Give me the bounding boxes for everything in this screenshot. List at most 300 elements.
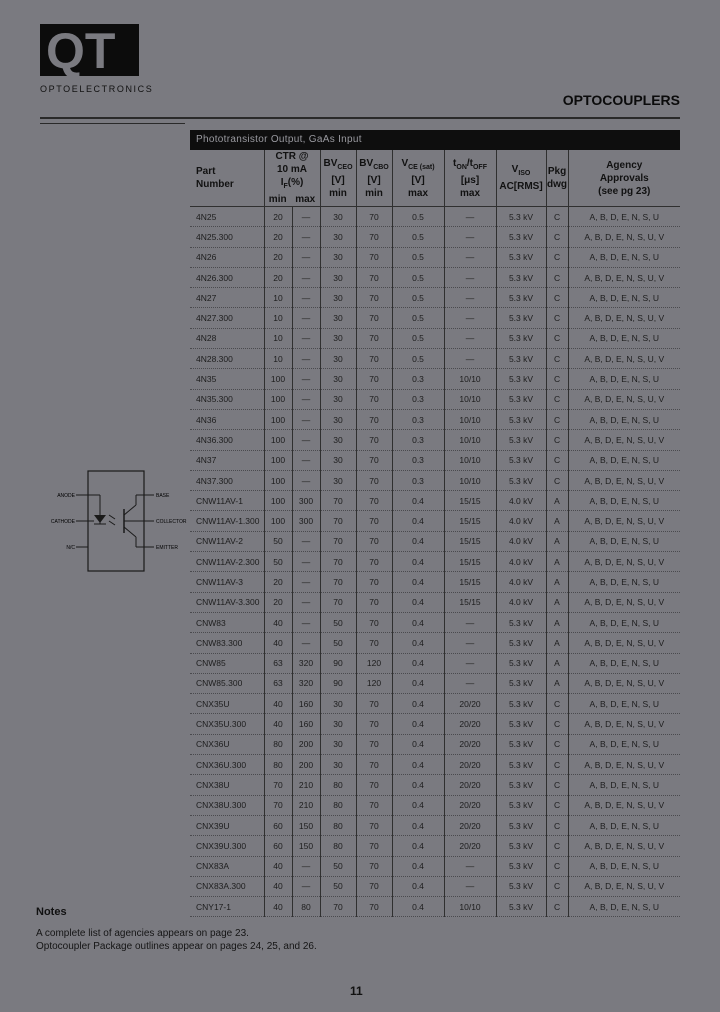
cell-vce-sat: 0.3 bbox=[392, 409, 444, 429]
cell-ctr-max: — bbox=[292, 227, 320, 247]
table-row bbox=[190, 775, 680, 795]
table-row bbox=[190, 409, 680, 429]
cell-agency: A, B, D, E, N, S, U bbox=[568, 409, 680, 429]
cell-ton-toff: 20/20 bbox=[444, 775, 496, 795]
cell-ctr-min: 80 bbox=[264, 734, 292, 754]
cell-ton-toff: 15/15 bbox=[444, 572, 496, 592]
table-row bbox=[190, 572, 680, 592]
cell-vce-sat: 0.4 bbox=[392, 734, 444, 754]
cell-ton-toff: 15/15 bbox=[444, 511, 496, 531]
cell-ctr-min: 40 bbox=[264, 694, 292, 714]
cell-bvcbo: 70 bbox=[356, 369, 392, 389]
cell-bvcbo: 70 bbox=[356, 511, 392, 531]
cell-bvceo: 30 bbox=[320, 389, 356, 409]
table-row bbox=[190, 511, 680, 531]
cell-viso: 5.3 kV bbox=[496, 734, 546, 754]
cell-part-number: CNW11AV-2.300 bbox=[190, 552, 264, 572]
cell-ctr-max: 200 bbox=[292, 755, 320, 775]
header-ton-title bbox=[445, 157, 496, 174]
cell-viso: 5.3 kV bbox=[496, 207, 546, 227]
cell-vce-sat: 0.4 bbox=[392, 552, 444, 572]
cell-ctr-max: — bbox=[292, 288, 320, 308]
cell-bvceo: 30 bbox=[320, 430, 356, 450]
cell-part-number: 4N36 bbox=[190, 409, 264, 429]
table-row bbox=[190, 288, 680, 308]
cell-agency: A, B, D, E, N, S, U bbox=[568, 694, 680, 714]
cell-ctr-max: — bbox=[292, 247, 320, 267]
cell-bvcbo: 70 bbox=[356, 755, 392, 775]
cell-viso: 5.3 kV bbox=[496, 653, 546, 673]
cell-ton-toff: — bbox=[444, 207, 496, 227]
cell-ctr-min: 10 bbox=[264, 328, 292, 348]
cell-ton-toff: 20/20 bbox=[444, 734, 496, 754]
spec-table-container bbox=[190, 130, 680, 917]
cell-ton-toff: — bbox=[444, 288, 496, 308]
table-row bbox=[190, 430, 680, 450]
cell-bvceo: 80 bbox=[320, 836, 356, 856]
cell-part-number: 4N37 bbox=[190, 450, 264, 470]
pin-anode-label: ANODE bbox=[57, 493, 75, 499]
cell-ctr-max: — bbox=[292, 856, 320, 876]
cell-viso: 5.3 kV bbox=[496, 897, 546, 917]
cell-agency: A, B, D, E, N, S, U bbox=[568, 897, 680, 917]
pinout-diagram bbox=[50, 467, 190, 577]
cell-ctr-max: — bbox=[292, 450, 320, 470]
cell-agency: A, B, D, E, N, S, U bbox=[568, 328, 680, 348]
cell-vce-sat: 0.4 bbox=[392, 633, 444, 653]
header-part-number bbox=[190, 150, 264, 207]
cell-ctr-max: — bbox=[292, 267, 320, 287]
table-row bbox=[190, 531, 680, 551]
cell-bvcbo: 70 bbox=[356, 876, 392, 896]
cell-ctr-max: — bbox=[292, 308, 320, 328]
table-row bbox=[190, 552, 680, 572]
cell-vce-sat: 0.4 bbox=[392, 755, 444, 775]
table-row bbox=[190, 450, 680, 470]
cell-agency: A, B, D, E, N, S, U, V bbox=[568, 430, 680, 450]
cell-ctr-max: 200 bbox=[292, 734, 320, 754]
cell-viso: 5.3 kV bbox=[496, 876, 546, 896]
cell-vce-sat: 0.3 bbox=[392, 389, 444, 409]
cell-part-number: CNW85.300 bbox=[190, 673, 264, 693]
cell-ctr-max: 210 bbox=[292, 795, 320, 815]
cell-pkg: C bbox=[546, 876, 568, 896]
cell-bvceo: 70 bbox=[320, 897, 356, 917]
cell-viso: 4.0 kV bbox=[496, 592, 546, 612]
cell-bvcbo: 70 bbox=[356, 592, 392, 612]
cell-ton-toff: — bbox=[444, 876, 496, 896]
header-part: Part bbox=[196, 166, 216, 177]
header-ton-unit: [μs] bbox=[460, 174, 480, 186]
cell-pkg: A bbox=[546, 572, 568, 592]
cell-viso: 4.0 kV bbox=[496, 491, 546, 511]
cell-agency: A, B, D, E, N, S, U, V bbox=[568, 267, 680, 287]
cell-ctr-min: 20 bbox=[264, 267, 292, 287]
cell-bvcbo: 70 bbox=[356, 694, 392, 714]
cell-bvceo: 30 bbox=[320, 409, 356, 429]
cell-part-number: CNW85 bbox=[190, 653, 264, 673]
cell-bvcbo: 70 bbox=[356, 207, 392, 227]
cell-ctr-min: 100 bbox=[264, 430, 292, 450]
header-ctr-max: max bbox=[295, 194, 316, 205]
cell-ctr-max: — bbox=[292, 633, 320, 653]
page-number: 11 bbox=[350, 984, 363, 998]
cell-agency: A, B, D, E, N, S, U bbox=[568, 247, 680, 267]
cell-vce-sat: 0.4 bbox=[392, 673, 444, 693]
cell-part-number: 4N27.300 bbox=[190, 308, 264, 328]
cell-ctr-min: 20 bbox=[264, 572, 292, 592]
cell-vce-sat: 0.4 bbox=[392, 836, 444, 856]
cell-viso: 5.3 kV bbox=[496, 369, 546, 389]
header-ctr-cond-text: 10 mA I bbox=[277, 164, 308, 188]
cell-ctr-min: 40 bbox=[264, 856, 292, 876]
cell-viso: 5.3 kV bbox=[496, 389, 546, 409]
cell-part-number: CNX35U.300 bbox=[190, 714, 264, 734]
cell-ton-toff: 15/15 bbox=[444, 531, 496, 551]
cell-ton-toff: 20/20 bbox=[444, 836, 496, 856]
cell-agency: A, B, D, E, N, S, U bbox=[568, 734, 680, 754]
cell-vce-sat: 0.5 bbox=[392, 308, 444, 328]
header-vce-sub: CE (sat) bbox=[408, 163, 435, 171]
header-toff-text: /t bbox=[466, 157, 473, 169]
cell-agency: A, B, D, E, N, S, U, V bbox=[568, 795, 680, 815]
cell-agency: A, B, D, E, N, S, U bbox=[568, 369, 680, 389]
cell-pkg: A bbox=[546, 592, 568, 612]
cell-ton-toff: 20/20 bbox=[444, 694, 496, 714]
header-ctr-condition bbox=[265, 163, 320, 193]
table-row bbox=[190, 207, 680, 227]
header-ctr bbox=[264, 150, 320, 207]
cell-bvcbo: 70 bbox=[356, 409, 392, 429]
table-row bbox=[190, 612, 680, 632]
cell-ctr-max: 320 bbox=[292, 653, 320, 673]
cell-bvcbo: 70 bbox=[356, 288, 392, 308]
header-bvcbo-sub: CBO bbox=[373, 163, 389, 171]
cell-ctr-max: — bbox=[292, 572, 320, 592]
cell-part-number: CNX35U bbox=[190, 694, 264, 714]
header-viso-unit: AC[RMS] bbox=[499, 181, 543, 192]
cell-ctr-min: 60 bbox=[264, 836, 292, 856]
header-vce-unit: [V] bbox=[411, 174, 425, 186]
table-banner: Phototransistor Output, GaAs Input bbox=[190, 130, 680, 150]
header-agency bbox=[568, 150, 680, 207]
cell-bvceo: 30 bbox=[320, 369, 356, 389]
cell-ton-toff: 15/15 bbox=[444, 552, 496, 572]
cell-agency: A, B, D, E, N, S, U, V bbox=[568, 755, 680, 775]
cell-ctr-min: 20 bbox=[264, 227, 292, 247]
cell-vce-sat: 0.4 bbox=[392, 653, 444, 673]
cell-viso: 5.3 kV bbox=[496, 714, 546, 734]
header-ton-toff bbox=[444, 150, 496, 207]
cell-bvcbo: 70 bbox=[356, 349, 392, 369]
cell-agency: A, B, D, E, N, S, U, V bbox=[568, 227, 680, 247]
cell-bvceo: 50 bbox=[320, 856, 356, 876]
cell-ton-toff: 10/10 bbox=[444, 409, 496, 429]
cell-ctr-min: 10 bbox=[264, 308, 292, 328]
header-pkg bbox=[546, 150, 568, 207]
cell-ctr-min: 40 bbox=[264, 876, 292, 896]
cell-pkg: C bbox=[546, 267, 568, 287]
cell-ctr-max: 150 bbox=[292, 815, 320, 835]
cell-part-number: CNW11AV-3 bbox=[190, 572, 264, 592]
cell-vce-sat: 0.4 bbox=[392, 592, 444, 612]
cell-ton-toff: 10/10 bbox=[444, 389, 496, 409]
cell-ctr-min: 63 bbox=[264, 673, 292, 693]
header-vce-max: max bbox=[408, 187, 429, 199]
cell-ton-toff: — bbox=[444, 267, 496, 287]
cell-pkg: C bbox=[546, 207, 568, 227]
cell-viso: 5.3 kV bbox=[496, 409, 546, 429]
cell-ton-toff: 20/20 bbox=[444, 755, 496, 775]
cell-vce-sat: 0.5 bbox=[392, 288, 444, 308]
header-vce-sat bbox=[392, 150, 444, 207]
cell-bvceo: 30 bbox=[320, 714, 356, 734]
header-ctr-title: CTR @ bbox=[275, 151, 309, 162]
cell-vce-sat: 0.4 bbox=[392, 815, 444, 835]
cell-viso: 5.3 kV bbox=[496, 267, 546, 287]
cell-part-number: 4N25 bbox=[190, 207, 264, 227]
cell-ton-toff: — bbox=[444, 328, 496, 348]
pinout-schematic bbox=[50, 467, 190, 577]
cell-ctr-max: — bbox=[292, 349, 320, 369]
header-bvcbo-text: BV bbox=[359, 157, 374, 169]
header-number: Number bbox=[196, 179, 234, 190]
header-vce-title bbox=[393, 157, 444, 174]
cell-vce-sat: 0.3 bbox=[392, 470, 444, 490]
table-row bbox=[190, 470, 680, 490]
cell-bvceo: 70 bbox=[320, 511, 356, 531]
cell-pkg: A bbox=[546, 612, 568, 632]
cell-bvceo: 70 bbox=[320, 531, 356, 551]
cell-vce-sat: 0.4 bbox=[392, 795, 444, 815]
cell-vce-sat: 0.4 bbox=[392, 511, 444, 531]
cell-viso: 5.3 kV bbox=[496, 694, 546, 714]
cell-vce-sat: 0.5 bbox=[392, 328, 444, 348]
notes-title: Notes bbox=[36, 906, 67, 918]
cell-agency: A, B, D, E, N, S, U, V bbox=[568, 876, 680, 896]
cell-part-number: CNW11AV-1 bbox=[190, 491, 264, 511]
cell-part-number: 4N35.300 bbox=[190, 389, 264, 409]
cell-vce-sat: 0.5 bbox=[392, 267, 444, 287]
cell-bvcbo: 70 bbox=[356, 856, 392, 876]
logo-letters: QT bbox=[46, 23, 116, 79]
cell-bvcbo: 70 bbox=[356, 775, 392, 795]
cell-vce-sat: 0.4 bbox=[392, 612, 444, 632]
cell-pkg: C bbox=[546, 389, 568, 409]
cell-pkg: A bbox=[546, 653, 568, 673]
header-viso-text: V bbox=[511, 164, 519, 175]
cell-bvceo: 50 bbox=[320, 612, 356, 632]
cell-vce-sat: 0.4 bbox=[392, 775, 444, 795]
cell-bvcbo: 70 bbox=[356, 714, 392, 734]
cell-bvcbo: 70 bbox=[356, 308, 392, 328]
cell-ctr-max: — bbox=[292, 430, 320, 450]
cell-agency: A, B, D, E, N, S, U bbox=[568, 856, 680, 876]
cell-bvcbo: 70 bbox=[356, 633, 392, 653]
table-row bbox=[190, 349, 680, 369]
cell-bvceo: 80 bbox=[320, 815, 356, 835]
cell-ctr-max: — bbox=[292, 409, 320, 429]
cell-part-number: CNW83.300 bbox=[190, 633, 264, 653]
cell-viso: 5.3 kV bbox=[496, 227, 546, 247]
cell-ctr-min: 80 bbox=[264, 755, 292, 775]
cell-ctr-min: 40 bbox=[264, 897, 292, 917]
cell-part-number: CNX83A bbox=[190, 856, 264, 876]
cell-pkg: C bbox=[546, 755, 568, 775]
cell-bvcbo: 70 bbox=[356, 247, 392, 267]
cell-bvcbo: 70 bbox=[356, 389, 392, 409]
cell-viso: 5.3 kV bbox=[496, 328, 546, 348]
cell-ton-toff: — bbox=[444, 227, 496, 247]
cell-ton-toff: — bbox=[444, 653, 496, 673]
cell-bvceo: 80 bbox=[320, 775, 356, 795]
cell-bvceo: 30 bbox=[320, 207, 356, 227]
spec-table bbox=[190, 150, 680, 917]
cell-agency: A, B, D, E, N, S, U bbox=[568, 531, 680, 551]
cell-ton-toff: — bbox=[444, 247, 496, 267]
cell-ctr-min: 40 bbox=[264, 714, 292, 734]
cell-ton-toff: 20/20 bbox=[444, 714, 496, 734]
cell-ton-toff: 10/10 bbox=[444, 430, 496, 450]
header-bvceo-min: min bbox=[329, 187, 347, 199]
table-row bbox=[190, 755, 680, 775]
cell-pkg: C bbox=[546, 795, 568, 815]
cell-bvcbo: 70 bbox=[356, 227, 392, 247]
cell-ton-toff: 15/15 bbox=[444, 491, 496, 511]
cell-agency: A, B, D, E, N, S, U bbox=[568, 775, 680, 795]
cell-bvceo: 30 bbox=[320, 734, 356, 754]
cell-ctr-max: — bbox=[292, 207, 320, 227]
header-ctr-cond-tail: (%) bbox=[287, 177, 304, 188]
cell-pkg: C bbox=[546, 897, 568, 917]
table-row bbox=[190, 714, 680, 734]
header-agency-title: Agency bbox=[606, 159, 643, 171]
cell-bvceo: 30 bbox=[320, 694, 356, 714]
cell-ctr-min: 100 bbox=[264, 511, 292, 531]
cell-part-number: CNY17-1 bbox=[190, 897, 264, 917]
cell-bvceo: 90 bbox=[320, 653, 356, 673]
cell-part-number: 4N36.300 bbox=[190, 430, 264, 450]
cell-ton-toff: 10/10 bbox=[444, 450, 496, 470]
left-divider bbox=[40, 123, 185, 124]
header-bvceo-unit: [V] bbox=[331, 174, 345, 186]
cell-ctr-min: 10 bbox=[264, 288, 292, 308]
cell-part-number: CNX36U bbox=[190, 734, 264, 754]
cell-vce-sat: 0.5 bbox=[392, 227, 444, 247]
cell-vce-sat: 0.5 bbox=[392, 247, 444, 267]
pin-nc-label: N/C bbox=[66, 545, 75, 551]
cell-part-number: CNX38U.300 bbox=[190, 795, 264, 815]
header-ton-sub: ON bbox=[456, 163, 467, 171]
header-bvcbo-title bbox=[357, 157, 392, 174]
table-body bbox=[190, 207, 680, 917]
cell-vce-sat: 0.4 bbox=[392, 856, 444, 876]
logo-subtitle: OPTOELECTRONICS bbox=[40, 84, 154, 94]
cell-bvceo: 90 bbox=[320, 673, 356, 693]
header-pkg-dwg: dwg bbox=[547, 179, 568, 190]
cell-ctr-max: — bbox=[292, 592, 320, 612]
cell-bvcbo: 120 bbox=[356, 653, 392, 673]
cell-agency: A, B, D, E, N, S, U bbox=[568, 572, 680, 592]
cell-part-number: 4N25.300 bbox=[190, 227, 264, 247]
cell-ctr-min: 100 bbox=[264, 470, 292, 490]
cell-pkg: A bbox=[546, 531, 568, 551]
cell-part-number: CNW11AV-1.300 bbox=[190, 511, 264, 531]
cell-viso: 5.3 kV bbox=[496, 308, 546, 328]
cell-vce-sat: 0.3 bbox=[392, 369, 444, 389]
cell-ctr-min: 100 bbox=[264, 491, 292, 511]
table-header-row bbox=[190, 150, 680, 207]
cell-vce-sat: 0.4 bbox=[392, 694, 444, 714]
cell-vce-sat: 0.3 bbox=[392, 430, 444, 450]
cell-ton-toff: 10/10 bbox=[444, 897, 496, 917]
header-toff-sub: OFF bbox=[472, 163, 487, 171]
cell-ton-toff: 15/15 bbox=[444, 592, 496, 612]
table-row bbox=[190, 633, 680, 653]
cell-ctr-max: — bbox=[292, 389, 320, 409]
header-ctr-minmax bbox=[265, 193, 320, 206]
cell-agency: A, B, D, E, N, S, U, V bbox=[568, 389, 680, 409]
table-row bbox=[190, 734, 680, 754]
cell-vce-sat: 0.4 bbox=[392, 897, 444, 917]
cell-agency: A, B, D, E, N, S, U, V bbox=[568, 714, 680, 734]
transistor-emitter bbox=[124, 527, 136, 537]
cell-pkg: C bbox=[546, 308, 568, 328]
table-row bbox=[190, 491, 680, 511]
cell-bvceo: 50 bbox=[320, 633, 356, 653]
cell-ctr-min: 100 bbox=[264, 409, 292, 429]
cell-viso: 5.3 kV bbox=[496, 815, 546, 835]
cell-part-number: CNW11AV-2 bbox=[190, 531, 264, 551]
cell-vce-sat: 0.5 bbox=[392, 207, 444, 227]
cell-ctr-min: 20 bbox=[264, 592, 292, 612]
cell-bvcbo: 70 bbox=[356, 531, 392, 551]
cell-viso: 5.3 kV bbox=[496, 673, 546, 693]
cell-part-number: CNW83 bbox=[190, 612, 264, 632]
cell-bvceo: 30 bbox=[320, 308, 356, 328]
cell-bvceo: 30 bbox=[320, 247, 356, 267]
cell-agency: A, B, D, E, N, S, U, V bbox=[568, 592, 680, 612]
cell-ton-toff: — bbox=[444, 612, 496, 632]
cell-vce-sat: 0.4 bbox=[392, 491, 444, 511]
cell-ctr-max: — bbox=[292, 552, 320, 572]
table-row bbox=[190, 592, 680, 612]
light-arrow-2 bbox=[109, 521, 115, 525]
cell-agency: A, B, D, E, N, S, U, V bbox=[568, 511, 680, 531]
cell-part-number: 4N35 bbox=[190, 369, 264, 389]
table-row bbox=[190, 247, 680, 267]
cell-agency: A, B, D, E, N, S, U bbox=[568, 653, 680, 673]
cell-bvcbo: 70 bbox=[356, 491, 392, 511]
cell-ctr-max: — bbox=[292, 876, 320, 896]
table-row bbox=[190, 267, 680, 287]
cell-viso: 5.3 kV bbox=[496, 247, 546, 267]
cell-vce-sat: 0.4 bbox=[392, 714, 444, 734]
cell-ctr-min: 20 bbox=[264, 247, 292, 267]
cell-ctr-max: — bbox=[292, 612, 320, 632]
cell-ctr-min: 40 bbox=[264, 612, 292, 632]
header-viso-sub: ISO bbox=[518, 170, 531, 177]
cell-part-number: 4N26.300 bbox=[190, 267, 264, 287]
table-row bbox=[190, 856, 680, 876]
cell-viso: 5.3 kV bbox=[496, 795, 546, 815]
cell-pkg: C bbox=[546, 328, 568, 348]
cell-viso: 5.3 kV bbox=[496, 349, 546, 369]
cell-bvcbo: 70 bbox=[356, 572, 392, 592]
cell-bvceo: 30 bbox=[320, 755, 356, 775]
cell-vce-sat: 0.4 bbox=[392, 876, 444, 896]
cell-ctr-min: 20 bbox=[264, 207, 292, 227]
